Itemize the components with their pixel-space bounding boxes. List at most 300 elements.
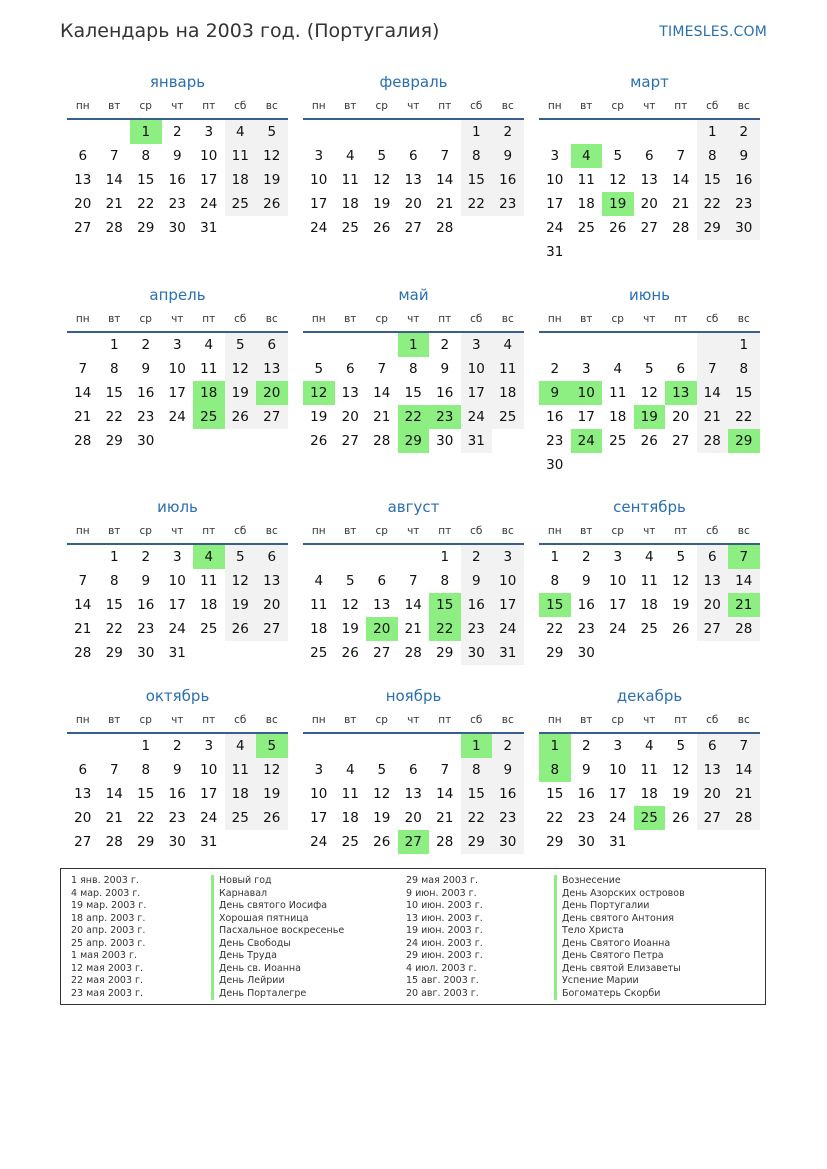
weekday-label: вт [108, 313, 121, 325]
holiday-day-cell: 29 [728, 429, 760, 453]
day-cell: 26 [225, 617, 257, 641]
day-cell: 21 [436, 810, 454, 826]
day-cell: 17 [310, 810, 328, 826]
weekday-label: пт [438, 313, 452, 325]
day-cell: 21 [105, 196, 123, 212]
day-cell: 9 [141, 361, 151, 377]
legend-date: 24 июн. 2003 г. [406, 937, 483, 949]
day-cell: 10 [310, 172, 328, 188]
day-cell: 5 [676, 549, 686, 565]
holiday-day-cell: 7 [728, 545, 760, 569]
day-cell: 12 [373, 172, 391, 188]
weekday-label: пт [674, 714, 688, 726]
weekday-label: пт [202, 525, 216, 537]
day-cell: 30 [461, 641, 493, 665]
weekday-label: пт [202, 313, 216, 325]
day-cell: 10 [492, 569, 524, 593]
day-cell: 4 [345, 148, 355, 164]
day-cell: 29 [137, 834, 155, 850]
day-cell: 3 [550, 148, 560, 164]
day-cell: 16 [546, 409, 564, 425]
day-cell: 3 [204, 738, 214, 754]
day-cell: 2 [172, 738, 182, 754]
day-cell: 4 [644, 738, 654, 754]
weekday-label: пт [202, 100, 216, 112]
day-cell: 13 [640, 172, 658, 188]
legend-date: 29 июн. 2003 г. [406, 950, 483, 961]
day-cell: 13 [404, 172, 422, 188]
holiday-day-cell: 15 [429, 593, 461, 617]
weekday-label: вт [344, 100, 357, 112]
holiday-day-cell: 5 [256, 734, 288, 758]
day-cell: 10 [546, 172, 564, 188]
weekday-label: вс [501, 313, 514, 325]
day-cell: 24 [310, 834, 328, 850]
legend-date: 29 мая 2003 г. [406, 875, 479, 886]
day-cell: 26 [609, 220, 627, 236]
day-cell: 26 [373, 220, 391, 236]
weekday-label: ср [139, 100, 152, 112]
weekday-label: ср [611, 525, 624, 537]
day-cell: 5 [676, 738, 686, 754]
weekday-label: пт [438, 714, 452, 726]
legend-date: 19 мар. 2003 г. [71, 900, 147, 911]
legend-date: 18 апр. 2003 г. [71, 912, 146, 924]
day-cell: 1 [141, 738, 151, 754]
holiday-day-cell: 10 [571, 381, 603, 405]
weekday-label: чт [407, 714, 420, 726]
day-cell: 13 [697, 758, 729, 782]
holiday-day-cell: 4 [193, 545, 225, 569]
day-cell: 7 [408, 573, 418, 589]
day-cell: 27 [697, 617, 729, 641]
holiday-legend [60, 868, 766, 1005]
day-cell: 27 [341, 433, 359, 449]
empty-cell [571, 120, 603, 144]
day-cell: 30 [546, 457, 564, 473]
legend-holiday-name: Тело Христа [554, 925, 685, 938]
day-cell: 11 [200, 361, 218, 377]
holiday-day-cell: 21 [728, 593, 760, 617]
day-cell: 30 [728, 216, 760, 240]
day-cell: 16 [168, 786, 186, 802]
day-cell: 2 [141, 549, 151, 565]
day-cell: 11 [341, 786, 359, 802]
day-cell: 26 [672, 621, 690, 637]
days-grid [539, 333, 760, 477]
days-grid [539, 120, 760, 264]
day-cell: 9 [492, 144, 524, 168]
day-cell: 23 [546, 433, 564, 449]
day-cell: 4 [345, 762, 355, 778]
day-cell: 7 [697, 357, 729, 381]
day-cell: 8 [461, 144, 493, 168]
day-cell: 22 [697, 192, 729, 216]
month-11 [539, 684, 760, 854]
day-cell: 12 [225, 357, 257, 381]
day-cell: 19 [256, 168, 288, 192]
day-cell: 29 [546, 834, 564, 850]
day-cell: 26 [256, 192, 288, 216]
day-cell: 27 [74, 220, 92, 236]
day-cell: 8 [728, 357, 760, 381]
empty-cell [366, 734, 398, 758]
holiday-day-cell: 24 [571, 429, 603, 453]
day-cell: 8 [109, 361, 119, 377]
day-cell: 15 [697, 168, 729, 192]
weekday-label: пн [547, 525, 562, 537]
day-cell: 25 [492, 405, 524, 429]
day-cell: 14 [373, 385, 391, 401]
day-cell: 5 [345, 573, 355, 589]
day-cell: 16 [577, 786, 595, 802]
weekday-label: чт [643, 714, 656, 726]
weekday-label: вс [265, 714, 278, 726]
days-grid [539, 545, 760, 665]
day-cell: 11 [341, 172, 359, 188]
weekday-header [539, 307, 760, 333]
weekday-label: пт [674, 100, 688, 112]
month-1 [303, 70, 524, 240]
legend-holiday-name: День святого Антония [554, 913, 685, 926]
day-cell: 18 [200, 597, 218, 613]
day-cell: 27 [640, 220, 658, 236]
weekday-label: вс [265, 313, 278, 325]
day-cell: 25 [310, 645, 328, 661]
day-cell: 18 [225, 168, 257, 192]
weekday-label: вт [108, 100, 121, 112]
empty-cell [99, 120, 131, 144]
holiday-day-cell: 25 [193, 405, 225, 429]
legend-holiday-name: Хорошая пятница [211, 913, 344, 926]
month-name: апрель [149, 286, 206, 304]
day-cell: 10 [168, 573, 186, 589]
day-cell: 3 [172, 549, 182, 565]
holiday-day-cell: 4 [571, 144, 603, 168]
day-cell: 17 [310, 196, 328, 212]
weekday-label: вс [501, 714, 514, 726]
day-cell: 30 [577, 645, 595, 661]
legend-date: 4 мар. 2003 г. [71, 887, 141, 899]
day-cell: 21 [74, 409, 92, 425]
day-cell: 23 [492, 192, 524, 216]
day-cell: 17 [461, 381, 493, 405]
day-cell: 11 [225, 758, 257, 782]
month-9 [67, 684, 288, 854]
empty-cell [634, 333, 666, 357]
days-grid [67, 333, 288, 453]
legend-holiday-name: День Португалии [554, 900, 685, 913]
holiday-day-cell: 20 [366, 617, 398, 641]
legend-dates-left [71, 875, 146, 1000]
weekday-label: сб [706, 313, 719, 325]
day-cell: 17 [168, 597, 186, 613]
day-cell: 22 [546, 810, 564, 826]
legend-holiday-name: День Порталегре [211, 988, 344, 1001]
weekday-label: вт [344, 714, 357, 726]
weekday-label: вт [344, 313, 357, 325]
day-cell: 28 [436, 834, 454, 850]
day-cell: 29 [105, 433, 123, 449]
day-cell: 19 [310, 409, 328, 425]
weekday-header [303, 307, 524, 333]
days-grid [303, 333, 524, 453]
day-cell: 14 [672, 172, 690, 188]
day-cell: 19 [672, 786, 690, 802]
day-cell: 17 [200, 786, 218, 802]
holiday-day-cell: 1 [130, 120, 162, 144]
weekday-header [303, 708, 524, 734]
day-cell: 2 [492, 734, 524, 758]
day-cell: 31 [461, 429, 493, 453]
day-cell: 20 [640, 196, 658, 212]
weekday-label: сб [706, 525, 719, 537]
weekday-label: вт [344, 525, 357, 537]
weekday-label: вс [737, 100, 750, 112]
weekday-label: ср [139, 525, 152, 537]
day-cell: 25 [640, 621, 658, 637]
holiday-day-cell: 23 [429, 405, 461, 429]
month-name: июль [157, 498, 198, 516]
weekday-label: чт [643, 313, 656, 325]
day-cell: 5 [256, 120, 288, 144]
day-cell: 15 [461, 782, 493, 806]
day-cell: 1 [109, 337, 119, 353]
day-cell: 23 [492, 806, 524, 830]
empty-cell [697, 333, 729, 357]
holiday-day-cell: 1 [539, 734, 571, 758]
day-cell: 5 [225, 333, 257, 357]
day-cell: 8 [440, 573, 450, 589]
empty-cell [67, 333, 99, 357]
legend-date: 22 мая 2003 г. [71, 975, 144, 986]
weekday-label: сб [470, 714, 483, 726]
month-name: февраль [379, 73, 448, 91]
day-cell: 30 [137, 433, 155, 449]
empty-cell [539, 333, 571, 357]
day-cell: 3 [172, 337, 182, 353]
days-grid [67, 120, 288, 240]
day-cell: 19 [373, 196, 391, 212]
day-cell: 20 [74, 810, 92, 826]
day-cell: 24 [546, 220, 564, 236]
day-cell: 2 [492, 120, 524, 144]
empty-cell [335, 120, 367, 144]
weekday-label: сб [234, 100, 247, 112]
day-cell: 21 [672, 196, 690, 212]
day-cell: 27 [672, 433, 690, 449]
day-cell: 26 [256, 806, 288, 830]
weekday-label: вс [265, 525, 278, 537]
day-cell: 15 [105, 385, 123, 401]
day-cell: 12 [373, 786, 391, 802]
day-cell: 22 [546, 621, 564, 637]
day-cell: 31 [492, 641, 524, 665]
day-cell: 7 [676, 148, 686, 164]
day-cell: 20 [74, 196, 92, 212]
weekday-label: вс [737, 313, 750, 325]
month-8 [539, 495, 760, 665]
weekday-label: сб [234, 313, 247, 325]
weekday-header [539, 94, 760, 120]
day-cell: 21 [404, 621, 422, 637]
weekday-label: пн [75, 714, 90, 726]
day-cell: 28 [728, 617, 760, 641]
day-cell: 4 [225, 734, 257, 758]
month-name: март [630, 73, 669, 91]
day-cell: 13 [697, 569, 729, 593]
day-cell: 15 [728, 381, 760, 405]
day-cell: 6 [697, 545, 729, 569]
day-cell: 11 [310, 597, 328, 613]
day-cell: 18 [492, 381, 524, 405]
day-cell: 23 [577, 621, 595, 637]
day-cell: 24 [200, 810, 218, 826]
day-cell: 3 [314, 148, 324, 164]
day-cell: 13 [373, 597, 391, 613]
day-cell: 11 [640, 573, 658, 589]
holiday-day-cell: 22 [429, 617, 461, 641]
day-cell: 31 [546, 244, 564, 260]
day-cell: 6 [408, 148, 418, 164]
brand-link[interactable]: TIMESLES.COM [659, 24, 767, 40]
weekday-label: чт [171, 525, 184, 537]
day-cell: 17 [200, 172, 218, 188]
day-cell: 21 [436, 196, 454, 212]
legend-date: 25 апр. 2003 г. [71, 937, 146, 949]
day-cell: 17 [546, 196, 564, 212]
day-cell: 7 [728, 734, 760, 758]
legend-holiday-name: Вознесение [554, 875, 685, 888]
weekday-header [67, 519, 288, 545]
weekday-label: сб [234, 525, 247, 537]
weekday-label: пн [75, 313, 90, 325]
days-grid [303, 120, 524, 240]
day-cell: 2 [141, 337, 151, 353]
holiday-day-cell: 25 [634, 806, 666, 830]
day-cell: 24 [461, 405, 493, 429]
day-cell: 28 [404, 645, 422, 661]
legend-holiday-name: День Святого Петра [554, 950, 685, 963]
day-cell: 6 [78, 762, 88, 778]
weekday-label: вс [265, 100, 278, 112]
legend-date: 9 июн. 2003 г. [406, 887, 477, 899]
day-cell: 19 [256, 782, 288, 806]
empty-cell [602, 333, 634, 357]
month-5 [539, 283, 760, 477]
day-cell: 31 [609, 834, 627, 850]
legend-names-left [211, 875, 344, 1000]
day-cell: 8 [141, 762, 151, 778]
empty-cell [303, 545, 335, 569]
empty-cell [665, 120, 697, 144]
day-cell: 31 [200, 220, 218, 236]
day-cell: 28 [672, 220, 690, 236]
month-name: октябрь [145, 687, 210, 705]
weekday-label: пт [438, 100, 452, 112]
weekday-label: пн [311, 100, 326, 112]
holiday-day-cell: 12 [303, 381, 335, 405]
weekday-label: ср [139, 714, 152, 726]
day-cell: 10 [168, 361, 186, 377]
legend-dates-right [406, 875, 483, 1000]
empty-cell [398, 545, 430, 569]
day-cell: 6 [345, 361, 355, 377]
day-cell: 2 [550, 361, 560, 377]
day-cell: 13 [256, 569, 288, 593]
day-cell: 24 [200, 196, 218, 212]
day-cell: 13 [404, 786, 422, 802]
weekday-label: пт [438, 525, 452, 537]
day-cell: 16 [436, 385, 454, 401]
day-cell: 19 [672, 597, 690, 613]
day-cell: 8 [109, 573, 119, 589]
day-cell: 14 [105, 786, 123, 802]
day-cell: 27 [256, 617, 288, 641]
legend-holiday-name: Новый год [211, 875, 344, 888]
day-cell: 26 [341, 645, 359, 661]
day-cell: 14 [436, 786, 454, 802]
legend-holiday-name: День святой Елизаветы [554, 963, 685, 976]
weekday-label: сб [470, 525, 483, 537]
day-cell: 22 [137, 810, 155, 826]
day-cell: 17 [168, 385, 186, 401]
day-cell: 5 [225, 545, 257, 569]
day-cell: 12 [256, 758, 288, 782]
weekday-label: ср [611, 714, 624, 726]
day-cell: 3 [613, 738, 623, 754]
day-cell: 14 [74, 597, 92, 613]
day-cell: 21 [697, 405, 729, 429]
empty-cell [67, 734, 99, 758]
day-cell: 18 [577, 196, 595, 212]
weekday-label: ср [375, 100, 388, 112]
day-cell: 29 [697, 216, 729, 240]
day-cell: 12 [672, 762, 690, 778]
weekday-label: ср [611, 100, 624, 112]
weekday-label: ср [139, 313, 152, 325]
month-name: сентябрь [613, 498, 686, 516]
month-2 [539, 70, 760, 264]
day-cell: 27 [373, 645, 391, 661]
day-cell: 25 [577, 220, 595, 236]
legend-date: 20 апр. 2003 г. [71, 925, 146, 936]
holiday-day-cell: 1 [461, 734, 493, 758]
day-cell: 1 [109, 549, 119, 565]
weekday-header [539, 708, 760, 734]
empty-cell [335, 333, 367, 357]
legend-date: 12 мая 2003 г. [71, 962, 144, 974]
holiday-day-cell: 13 [665, 381, 697, 405]
day-cell: 25 [609, 433, 627, 449]
weekday-label: чт [171, 100, 184, 112]
day-cell: 22 [105, 409, 123, 425]
weekday-label: пн [75, 525, 90, 537]
day-cell: 25 [225, 806, 257, 830]
day-cell: 7 [78, 573, 88, 589]
day-cell: 10 [200, 148, 218, 164]
month-6 [67, 495, 288, 665]
weekday-header [67, 307, 288, 333]
day-cell: 10 [609, 762, 627, 778]
weekday-label: ср [375, 525, 388, 537]
day-cell: 2 [581, 549, 591, 565]
legend-holiday-name: День Лейрии [211, 975, 344, 988]
day-cell: 21 [74, 621, 92, 637]
day-cell: 6 [256, 545, 288, 569]
weekday-label: вт [580, 100, 593, 112]
weekday-label: вт [580, 525, 593, 537]
